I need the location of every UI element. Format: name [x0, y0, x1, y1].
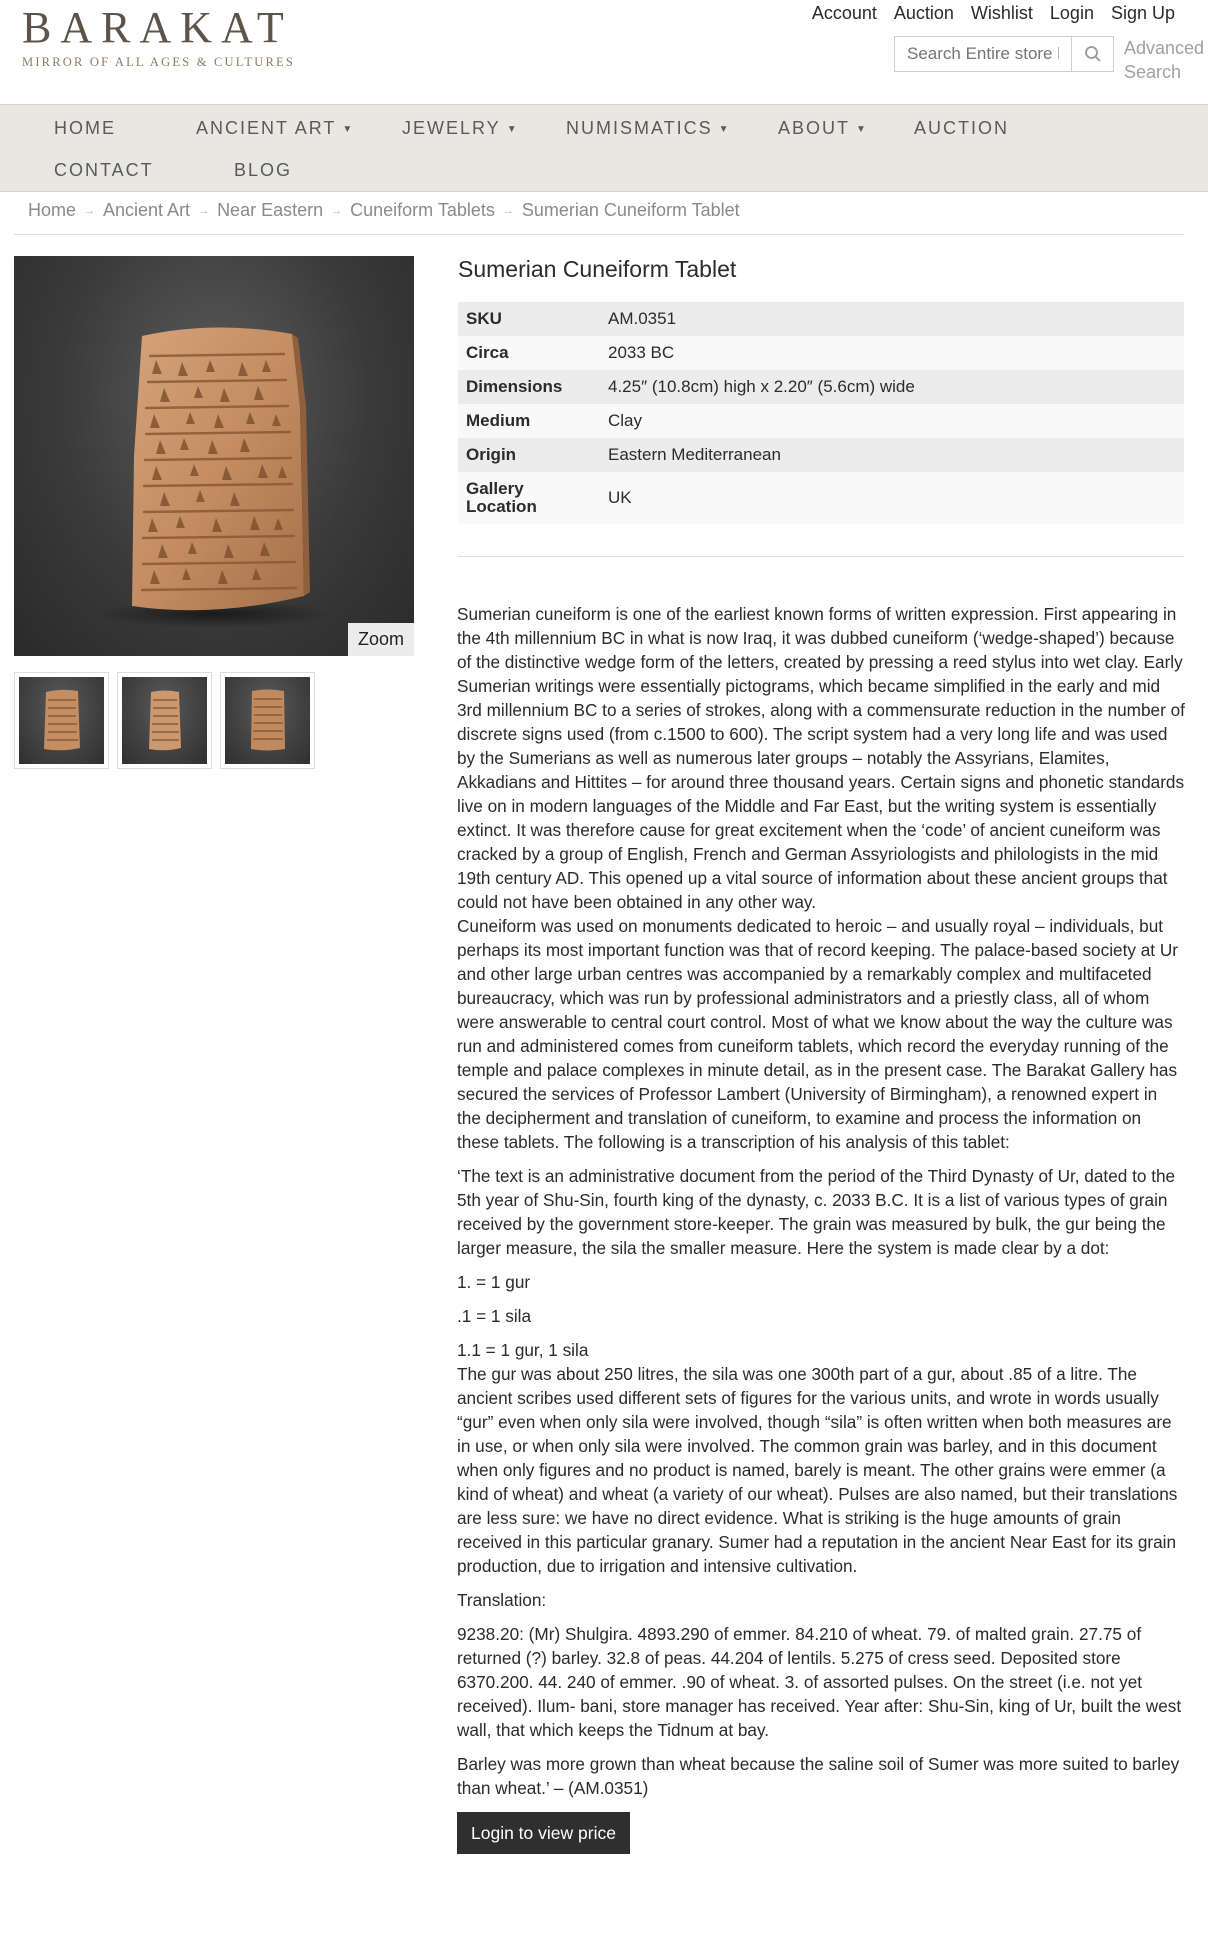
top-links	[800, 2, 1180, 24]
caret-down-icon: ▼	[506, 124, 519, 135]
caret-down-icon: ▼	[342, 124, 355, 135]
main-nav	[0, 104, 1208, 192]
tablet-thumbnail-image	[42, 688, 82, 754]
login-to-view-price-button[interactable]: Login to view price	[457, 1812, 630, 1854]
spec-label: Medium	[458, 404, 600, 438]
spec-row-circa	[458, 336, 1184, 370]
nav-home[interactable]	[54, 117, 116, 139]
spec-value: 2033 BC	[600, 336, 1184, 370]
nav-jewelry-label: JEWELRY	[402, 118, 501, 138]
account-link[interactable]: Account	[811, 3, 877, 23]
nav-about-label: ABOUT	[778, 118, 851, 138]
login-link[interactable]: Login	[1049, 3, 1094, 23]
nav-auction[interactable]	[914, 117, 1009, 139]
spec-label: Dimensions	[458, 370, 600, 404]
divider	[458, 556, 1184, 557]
description-paragraph: Sumerian cuneiform is one of the earliest known forms of written expression. First appearing in the 4th millennium BC in what is now Iraq, it was dubbed cuneiform (‘wedge-shaped’) because of the distinctive wedge form of the letters, created by pressing a reed stylus into wet clay. Early Sumerian writings were essentially pictograms, which became simplified in the early and mid 3rd millennium BC to a series of strokes, along with a commensurate reduction in the number of discrete signs used (from c.1500 to 600). The script system had a very long life and was used by the Sumerians as well as numerous later groups – notably the Assyrians, Elamites, Akkadians and Hittites – for around three thousand years. Certain signs and phonetic standards live on in modern languages of the Middle and Far East, but the writing system is essentially extinct. It was therefore cause for great excitement when the ‘code’ of ancient cuneiform was cracked by a group of English, French and German Assyriologists and philologists in the mid 19th century AD. This opened up a vital source of information about these ancient groups that could not have been obtained in any other way.	[457, 604, 1185, 912]
nav-contact[interactable]	[54, 159, 154, 181]
spec-value: Clay	[600, 404, 1184, 438]
spec-value: 4.25″ (10.8cm) high x 2.20″ (5.6cm) wide	[600, 370, 1184, 404]
product-main-image[interactable]	[14, 256, 414, 656]
description-paragraph: The gur was about 250 litres, the sila was one 300th part of a gur, about .85 of a litre. The ancient scribes used different sets of figures for the various units, and wrote in words usually “gur” even when only sila were involved, though “sila” is often written when both measures are in use, or when only sila were involved. The common grain was barley, and in this document when only figures and no product is named, barely is meant. The other grains were emmer (a kind of wheat) and wheat (a variety of our wheat). Pulses are also named, but their translations are less sure: we have no direct evidence. What is striking is the huge amounts of grain received in this particular granary. Sumer had a reputation in the ancient Near East for its grain production, due to irrigation and intensive cultivation.	[457, 1364, 1178, 1576]
breadcrumb-ancient-art[interactable]: Ancient Art	[103, 200, 191, 220]
nav-ancient-art[interactable]	[196, 117, 354, 143]
tablet-thumbnail-image	[248, 688, 288, 754]
auction-link[interactable]: Auction	[893, 3, 954, 23]
description-paragraph: Translation:	[457, 1590, 547, 1610]
arrow-right-icon: →	[331, 204, 343, 217]
spec-row-sku	[458, 302, 1184, 336]
thumbnail-strip	[14, 672, 315, 769]
search-box	[894, 36, 1114, 72]
nav-contact-label: CONTACT	[54, 160, 154, 180]
advanced-search-link[interactable]: Advanced Search	[1124, 38, 1205, 82]
logo-tagline: MIRROR OF ALL AGES & CULTURES	[22, 55, 295, 69]
thumbnail[interactable]	[14, 672, 109, 769]
breadcrumb-current: Sumerian Cuneiform Tablet	[521, 200, 740, 220]
spec-label: Origin	[458, 438, 600, 472]
description-paragraph: ‘The text is an administrative document from the period of the Third Dynasty of Ur, dated to the 5th year of Shu-Sin, fourth king of the dynasty, c. 2033 B.C. It is a list of various types of grain received by the government store-keeper. The grain was measured by bulk, the gur being the larger measure, the sila the smaller measure. Here the system is made clear by a dot:	[457, 1166, 1176, 1258]
arrow-right-icon: →	[198, 204, 210, 217]
spec-value: Eastern Mediterranean	[600, 438, 1184, 472]
search-input[interactable]	[895, 37, 1071, 71]
caret-down-icon: ▼	[718, 124, 731, 135]
sign-up-link[interactable]: Sign Up	[1110, 3, 1175, 23]
search-button[interactable]	[1071, 37, 1113, 71]
breadcrumb-cuneiform-tablets[interactable]: Cuneiform Tablets	[350, 200, 495, 220]
thumbnail[interactable]	[117, 672, 212, 769]
nav-blog-label: BLOG	[234, 160, 293, 180]
spec-table	[458, 302, 1184, 524]
product-title: Sumerian Cuneiform Tablet	[458, 256, 737, 282]
logo[interactable]	[22, 3, 295, 70]
spec-row-medium	[458, 404, 1184, 438]
tablet-image	[14, 256, 414, 656]
spec-label: Gallery Location	[458, 472, 600, 524]
spec-row-origin	[458, 438, 1184, 472]
nav-numismatics[interactable]	[566, 117, 731, 143]
description-paragraph: .1 = 1 sila	[457, 1306, 532, 1326]
spec-row-dimensions	[458, 370, 1184, 404]
breadcrumb-home[interactable]: Home	[28, 200, 77, 220]
logo-wordmark: BARAKAT	[22, 3, 293, 52]
description-paragraph: Cuneiform was used on monuments dedicated to heroic – and usually royal – individuals, but perhaps its most important function was that of record keeping. The palace-based society at Ur and other large urban centres was accompanied by a remarkably complex and multifaceted bureaucracy, which was run by professional administrators and a priestly class, all of whom were answerable to central court control. Most of what we know about the way the culture was run and administered comes from cuneiform tablets, which record the everyday running of the temple and palace complexes in minute detail, as in the present case. The Barakat Gallery has secured the services of Professor Lambert (University of Birmingham), a renowned expert in the decipherment and translation of cuneiform, to examine and process the information on these tablets. The following is a transcription of his analysis of this tablet:	[457, 916, 1178, 1152]
nav-home-label: HOME	[54, 118, 116, 138]
spec-label: Circa	[458, 336, 600, 370]
zoom-button[interactable]: Zoom	[348, 623, 414, 656]
caret-down-icon: ▼	[856, 124, 868, 135]
nav-blog[interactable]	[234, 159, 292, 181]
description-paragraph: Barley was more grown than wheat because the saline soil of Sumer was more suited to barley than wheat.’ – (AM.0351)	[457, 1754, 1180, 1798]
nav-about[interactable]	[778, 117, 868, 143]
nav-numismatics-label: NUMISMATICS	[566, 118, 713, 138]
spec-row-gallery-location	[458, 472, 1184, 524]
spec-value: AM.0351	[600, 302, 1184, 336]
divider	[14, 234, 1184, 235]
description-paragraph: 9238.20: (Mr) Shulgira. 4893.290 of emmer. 84.210 of wheat. 79. of malted grain. 27.75 of returned (?) barley. 32.8 of peas. 44.204 of lentils. 5.275 of cress seed. Deposited store 6370.200. 44. 240 of emmer. .90 of wheat. 3. of assorted pulses. On the street (i.e. not yet received). Ilum- bani, store manager has received. Year after: Shu-Sin, king of Ur, built the west wall, that which keeps the Tidnum at bay.	[457, 1624, 1182, 1740]
breadcrumb	[28, 200, 740, 221]
thumbnail[interactable]	[220, 672, 315, 769]
spec-label: SKU	[458, 302, 600, 336]
arrow-right-icon: →	[502, 204, 514, 217]
product-description	[457, 602, 1185, 1854]
tablet-thumbnail-image	[145, 688, 185, 754]
search-icon	[1084, 45, 1102, 63]
site-header	[0, 0, 1208, 104]
description-paragraph: 1. = 1 gur	[457, 1272, 531, 1292]
wishlist-link[interactable]: Wishlist	[970, 3, 1033, 23]
description-paragraph: 1.1 = 1 gur, 1 sila	[457, 1340, 589, 1360]
breadcrumb-near-eastern[interactable]: Near Eastern	[217, 200, 324, 220]
nav-jewelry[interactable]	[402, 117, 519, 143]
spec-value: UK	[600, 472, 1184, 524]
nav-auction-label: AUCTION	[914, 118, 1009, 138]
arrow-right-icon: →	[84, 204, 96, 217]
nav-ancient-art-label: ANCIENT ART	[196, 118, 337, 138]
